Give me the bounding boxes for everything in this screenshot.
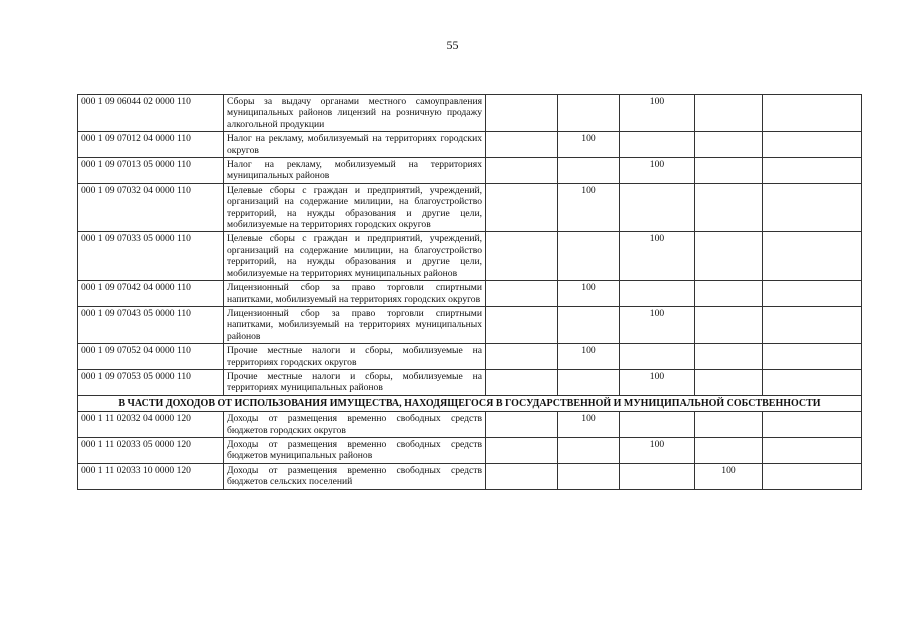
budget-code-cell: 000 1 09 06044 02 0000 110 — [78, 95, 224, 132]
table-row — [78, 281, 862, 307]
budget-code-cell: 000 1 11 02033 10 0000 120 — [78, 463, 224, 489]
value-cell — [558, 306, 620, 343]
value-cell — [763, 95, 862, 132]
value-cell — [695, 412, 763, 438]
value-cell — [620, 281, 695, 307]
value-cell — [620, 132, 695, 158]
value-cell — [486, 412, 558, 438]
page-number: 55 — [446, 38, 459, 52]
value-cell: 100 — [558, 132, 620, 158]
table-row — [78, 412, 862, 438]
value-cell — [763, 369, 862, 395]
value-cell: 100 — [620, 232, 695, 281]
value-cell — [486, 183, 558, 232]
revenue-name-cell: Лицензионный сбор за право торговли спиртными напитками, мобилизуемый на территориях городских округов — [224, 281, 486, 307]
value-cell: 100 — [620, 369, 695, 395]
budget-code-cell: 000 1 09 07012 04 0000 110 — [78, 132, 224, 158]
table-row — [78, 232, 862, 281]
value-cell: 100 — [558, 344, 620, 370]
revenue-name-cell: Лицензионный сбор за право торговли спиртными напитками, мобилизуемый на территориях муниципальных районов — [224, 306, 486, 343]
budget-code-cell: 000 1 11 02033 05 0000 120 — [78, 437, 224, 463]
value-cell — [695, 344, 763, 370]
value-cell — [486, 369, 558, 395]
budget-code-cell: 000 1 09 07053 05 0000 110 — [78, 369, 224, 395]
value-cell — [558, 232, 620, 281]
budget-code-cell: 000 1 09 07042 04 0000 110 — [78, 281, 224, 307]
table-row — [78, 344, 862, 370]
table-row — [78, 437, 862, 463]
value-cell — [486, 306, 558, 343]
section-header-row — [78, 395, 862, 411]
value-cell: 100 — [558, 412, 620, 438]
section-title: В ЧАСТИ ДОХОДОВ ОТ ИСПОЛЬЗОВАНИЯ ИМУЩЕСТВА, НАХОДЯЩЕГОСЯ В ГОСУДАРСТВЕННОЙ И МУНИЦИПАЛЬНОЙ СОБСТВЕННОСТИ — [78, 395, 862, 411]
value-cell — [486, 281, 558, 307]
table-row — [78, 306, 862, 343]
value-cell — [486, 132, 558, 158]
value-cell — [763, 463, 862, 489]
value-cell: 100 — [558, 183, 620, 232]
revenue-name-cell: Целевые сборы с граждан и предприятий, учреждений, организаций на содержание милиции, на благоустройство территорий, на нужды образования и другие цели, мобилизуемые на территориях городских округов — [224, 183, 486, 232]
value-cell: 100 — [558, 281, 620, 307]
value-cell — [763, 183, 862, 232]
revenue-name-cell: Налог на рекламу, мобилизуемый на территориях городских округов — [224, 132, 486, 158]
value-cell — [620, 412, 695, 438]
table-row — [78, 158, 862, 184]
table-row — [78, 463, 862, 489]
table-row — [78, 132, 862, 158]
value-cell — [486, 344, 558, 370]
value-cell — [486, 232, 558, 281]
value-cell — [763, 306, 862, 343]
revenue-table — [77, 94, 862, 490]
value-cell — [620, 344, 695, 370]
value-cell — [558, 158, 620, 184]
revenue-name-cell: Доходы от размещения временно свободных средств бюджетов сельских поселений — [224, 463, 486, 489]
value-cell — [695, 132, 763, 158]
value-cell — [763, 412, 862, 438]
table-row — [78, 369, 862, 395]
value-cell: 100 — [620, 95, 695, 132]
table-row — [78, 183, 862, 232]
value-cell — [486, 95, 558, 132]
revenue-name-cell: Налог на рекламу, мобилизуемый на территориях муниципальных районов — [224, 158, 486, 184]
value-cell: 100 — [620, 306, 695, 343]
value-cell — [695, 232, 763, 281]
value-cell — [695, 306, 763, 343]
value-cell — [763, 437, 862, 463]
budget-code-cell: 000 1 09 07052 04 0000 110 — [78, 344, 224, 370]
value-cell — [695, 158, 763, 184]
value-cell — [695, 281, 763, 307]
value-cell — [558, 95, 620, 132]
value-cell: 100 — [695, 463, 763, 489]
value-cell — [695, 369, 763, 395]
budget-code-cell: 000 1 09 07032 04 0000 110 — [78, 183, 224, 232]
revenue-name-cell: Сборы за выдачу органами местного самоуправления муниципальных районов лицензий на розничную продажу алкогольной продукции — [224, 95, 486, 132]
value-cell — [486, 437, 558, 463]
value-cell — [620, 183, 695, 232]
value-cell — [558, 463, 620, 489]
value-cell: 100 — [620, 158, 695, 184]
revenue-name-cell: Прочие местные налоги и сборы, мобилизуемые на территориях муниципальных районов — [224, 369, 486, 395]
revenue-name-cell: Целевые сборы с граждан и предприятий, учреждений, организаций на содержание милиции, на благоустройство территорий, на нужды образования и другие цели, мобилизуемые на территориях муниципальных районов — [224, 232, 486, 281]
budget-code-cell: 000 1 09 07013 05 0000 110 — [78, 158, 224, 184]
value-cell — [620, 463, 695, 489]
budget-code-cell: 000 1 09 07043 05 0000 110 — [78, 306, 224, 343]
value-cell — [695, 183, 763, 232]
value-cell: 100 — [620, 437, 695, 463]
budget-code-cell: 000 1 11 02032 04 0000 120 — [78, 412, 224, 438]
value-cell — [763, 281, 862, 307]
revenue-name-cell: Доходы от размещения временно свободных средств бюджетов муниципальных районов — [224, 437, 486, 463]
table-body — [78, 95, 862, 490]
revenue-name-cell: Прочие местные налоги и сборы, мобилизуемые на территориях городских округов — [224, 344, 486, 370]
revenue-name-cell: Доходы от размещения временно свободных средств бюджетов городских округов — [224, 412, 486, 438]
value-cell — [486, 158, 558, 184]
value-cell — [486, 463, 558, 489]
value-cell — [763, 132, 862, 158]
value-cell — [763, 232, 862, 281]
budget-code-cell: 000 1 09 07033 05 0000 110 — [78, 232, 224, 281]
value-cell — [558, 437, 620, 463]
value-cell — [695, 437, 763, 463]
value-cell — [558, 369, 620, 395]
table-row — [78, 95, 862, 132]
value-cell — [763, 158, 862, 184]
value-cell — [695, 95, 763, 132]
value-cell — [763, 344, 862, 370]
